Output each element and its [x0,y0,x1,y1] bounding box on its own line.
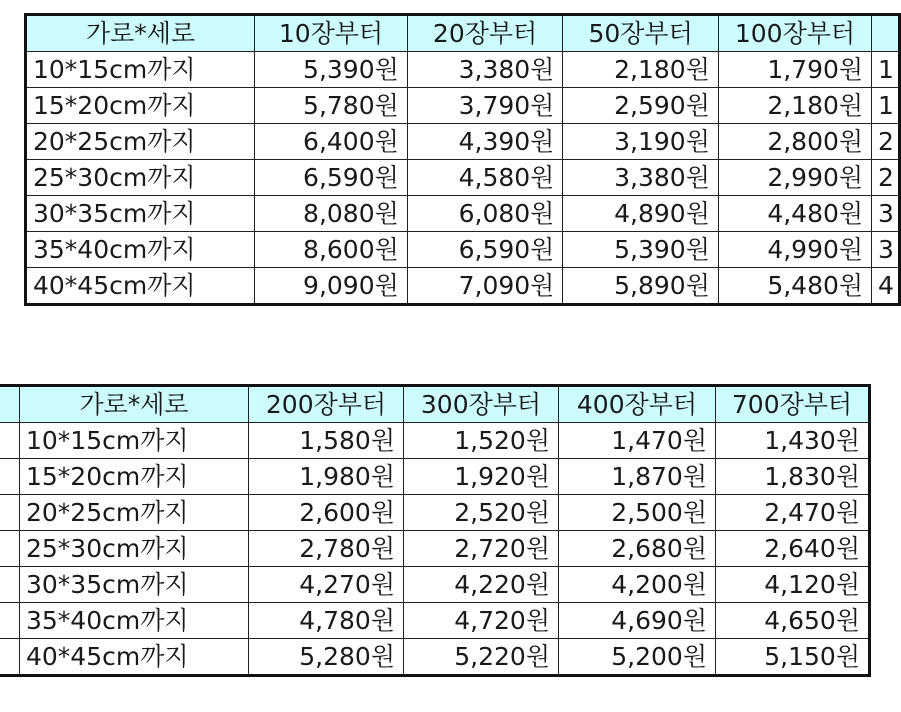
price-cell: 2 [872,124,900,160]
price-cell: 9,090원 [255,268,408,305]
price-cell: 4,120원 [716,567,870,603]
header-qty-20: 20장부터 [407,15,563,52]
price-cell: 4,690원 [559,603,716,639]
header-cut-off [872,15,900,52]
price-cell: 6,590원 [407,232,563,268]
table-row [0,423,870,459]
size-cell: 35*40cm까지 [20,603,249,639]
price-cell: 2,520원 [404,495,559,531]
price-cell: 2,470원 [716,495,870,531]
price-cell: 1,430원 [716,423,870,459]
price-cell: 2,600원 [249,495,404,531]
table-row [0,495,870,531]
header-qty-700: 700장부터 [716,386,870,423]
price-cell: 4,990원 [718,232,871,268]
price-cell: 4,890원 [563,196,719,232]
price-cell: 5,280원 [249,639,404,676]
table-row [26,124,900,160]
price-cell: 2,590원 [563,88,719,124]
price-cell: 6,080원 [407,196,563,232]
table-row [26,160,900,196]
price-cell: 1,920원 [404,459,559,495]
size-cell: 10*15cm까지 [20,423,249,459]
price-cell: 4,200원 [559,567,716,603]
header-qty-200: 200장부터 [249,386,404,423]
price-cell: 3,190원 [563,124,719,160]
price-table-top [24,13,901,306]
header-qty-50: 50장부터 [563,15,719,52]
price-cell [0,603,20,639]
table-row [26,52,900,88]
price-cell: 1,830원 [716,459,870,495]
price-cell: 5,220원 [404,639,559,676]
price-cell [0,459,20,495]
price-cell: 7,090원 [407,268,563,305]
size-cell: 10*15cm까지 [26,52,255,88]
header-qty-100: 100장부터 [718,15,871,52]
size-cell: 35*40cm까지 [26,232,255,268]
price-cell: 2,640원 [716,531,870,567]
price-cell: 5,890원 [563,268,719,305]
price-cell: 3,380원 [563,160,719,196]
price-cell: 5,390원 [255,52,408,88]
table-row [0,603,870,639]
price-cell: 2,500원 [559,495,716,531]
price-cell: 2,720원 [404,531,559,567]
table-row [0,567,870,603]
price-cell: 4,650원 [716,603,870,639]
price-cell [0,531,20,567]
size-cell: 15*20cm까지 [20,459,249,495]
price-cell: 4,780원 [249,603,404,639]
price-cell [0,567,20,603]
table-row [0,639,870,676]
size-cell: 30*35cm까지 [26,196,255,232]
price-cell: 2,990원 [718,160,871,196]
price-cell: 4,480원 [718,196,871,232]
header-row [0,386,870,423]
price-cell: 1,790원 [718,52,871,88]
price-cell: 1 [872,88,900,124]
price-cell: 4,270원 [249,567,404,603]
table-row [26,196,900,232]
price-cell: 5,780원 [255,88,408,124]
price-cell: 2,680원 [559,531,716,567]
price-cell: 4 [872,268,900,305]
price-cell [0,639,20,676]
price-cell: 4,220원 [404,567,559,603]
price-cell: 5,480원 [718,268,871,305]
price-cell: 4,390원 [407,124,563,160]
price-cell: 8,080원 [255,196,408,232]
price-cell: 5,390원 [563,232,719,268]
price-cell [0,423,20,459]
price-cell: 3 [872,232,900,268]
size-cell: 25*30cm까지 [20,531,249,567]
header-size: 가로*세로 [26,15,255,52]
price-cell: 1 [872,52,900,88]
price-cell: 1,520원 [404,423,559,459]
size-cell: 15*20cm까지 [26,88,255,124]
table-row [0,531,870,567]
price-cell: 6,400원 [255,124,408,160]
price-cell: 3,790원 [407,88,563,124]
price-cell: 1,580원 [249,423,404,459]
price-cell: 1,980원 [249,459,404,495]
table-row [26,88,900,124]
header-qty-400: 400장부터 [559,386,716,423]
size-cell: 25*30cm까지 [26,160,255,196]
price-cell: 4,720원 [404,603,559,639]
header-qty-300: 300장부터 [404,386,559,423]
price-cell: 5,200원 [559,639,716,676]
price-cell: 2,180원 [718,88,871,124]
price-cell: 4,580원 [407,160,563,196]
price-cell: 2,180원 [563,52,719,88]
size-cell: 40*45cm까지 [20,639,249,676]
price-cell [0,495,20,531]
price-cell: 1,870원 [559,459,716,495]
price-cell: 3 [872,196,900,232]
size-cell: 20*25cm까지 [20,495,249,531]
size-cell: 40*45cm까지 [26,268,255,305]
price-cell: 6,590원 [255,160,408,196]
size-cell: 30*35cm까지 [20,567,249,603]
price-cell: 2 [872,160,900,196]
price-cell: 3,380원 [407,52,563,88]
table-row [26,232,900,268]
price-table-bottom [0,384,871,677]
table-row [26,268,900,305]
header-qty-10: 10장부터 [255,15,408,52]
size-cell: 20*25cm까지 [26,124,255,160]
price-cell: 5,150원 [716,639,870,676]
header-cut-off [0,386,20,423]
price-cell: 2,800원 [718,124,871,160]
price-cell: 1,470원 [559,423,716,459]
table-row [0,459,870,495]
price-cell: 8,600원 [255,232,408,268]
header-size: 가로*세로 [20,386,249,423]
header-row [26,15,900,52]
price-cell: 2,780원 [249,531,404,567]
